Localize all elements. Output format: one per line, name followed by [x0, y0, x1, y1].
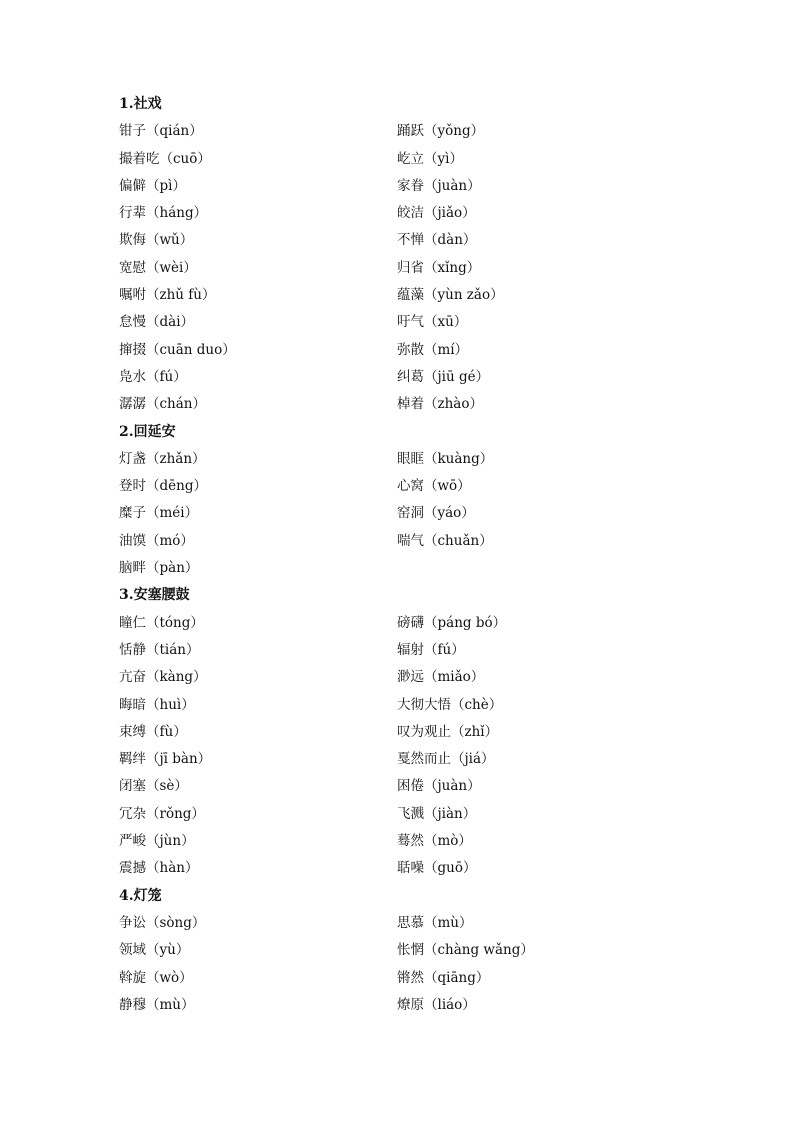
vocab-entry-right: 心窝（wō）	[397, 478, 471, 495]
vocab-entry-left: 钳子（qián）	[119, 123, 203, 140]
vocab-entry-right: 踊跃（yǒng）	[397, 123, 485, 140]
vocab-entry-left: 登时（dēng）	[119, 478, 207, 495]
vocab-entry-right: 困倦（juàn）	[397, 778, 481, 795]
vocab-row	[119, 855, 719, 882]
vocab-entry-left: 宽慰（wèi）	[119, 259, 197, 276]
vocab-row	[119, 910, 719, 937]
vocab-entry-left: 凫水（fú）	[119, 368, 187, 385]
vocab-entry-left: 怠慢（dài）	[119, 314, 195, 331]
vocab-entry-left: 静穆（mù）	[119, 996, 195, 1013]
vocab-entry-left: 糜子（méi）	[119, 505, 199, 522]
vocab-row	[119, 719, 719, 746]
vocab-entry-right: 蕴藻（yùn zǎo）	[397, 287, 504, 304]
vocab-entry-left: 行辈（háng）	[119, 205, 208, 222]
vocab-entry-left: 束缚（fù）	[119, 723, 187, 740]
vocab-entry-left: 油馍（mó）	[119, 532, 194, 549]
vocab-entry-left: 冗杂（rǒng）	[119, 805, 205, 822]
vocab-row	[119, 473, 719, 500]
vocab-entry-left: 震撼（hàn）	[119, 860, 199, 877]
vocab-entry-left: 亢奋（kàng）	[119, 669, 207, 686]
vocab-entry-right: 燎原（liáo）	[397, 996, 476, 1013]
vocab-row	[119, 746, 719, 773]
vocab-entry-right: 纠葛（jiū gé）	[397, 368, 490, 385]
vocab-entry-right: 怅惘（chàng wǎng）	[397, 942, 534, 959]
vocab-entry-right: 飞溅（jiàn）	[397, 805, 477, 822]
vocab-entry-right: 归省（xǐng）	[397, 259, 481, 276]
vocab-entry-right: 戛然而止（jiá）	[397, 751, 495, 768]
section-title: 4.灯笼	[119, 887, 162, 904]
section-title: 1.社戏	[119, 96, 162, 112]
vocab-row	[119, 337, 719, 364]
vocab-row	[119, 446, 719, 473]
vocab-entry-right: 窑洞（yáo）	[397, 505, 475, 522]
vocab-row	[119, 200, 719, 227]
vocabulary-page	[119, 91, 719, 1019]
vocab-entry-right: 屹立（yì）	[397, 150, 463, 167]
vocab-row	[119, 992, 719, 1019]
vocab-entry-left: 潺潺（chán）	[119, 396, 206, 413]
vocab-row	[119, 227, 719, 254]
vocab-entry-left: 恬静（tián）	[119, 641, 200, 658]
vocab-entry-right: 辐射（fú）	[397, 641, 465, 658]
vocab-row	[119, 500, 719, 527]
vocab-entry-right: 眼眶（kuàng）	[397, 450, 494, 467]
vocab-entry-right: 弥散（mí）	[397, 341, 469, 358]
vocab-entry-left: 灯盏（zhǎn）	[119, 450, 206, 467]
vocab-row	[119, 610, 719, 637]
section-title: 2.回延安	[119, 423, 176, 440]
vocab-row	[119, 364, 719, 391]
vocab-row	[119, 965, 719, 992]
vocab-entry-left: 欺侮（wǔ）	[119, 232, 194, 249]
vocab-row	[119, 528, 719, 555]
vocab-entry-right: 思慕（mù）	[397, 914, 473, 931]
vocab-entry-right: 不惮（dàn）	[397, 232, 477, 249]
vocab-row	[119, 937, 719, 964]
vocab-entry-left: 晦暗（huì）	[119, 696, 195, 713]
vocab-row	[119, 255, 719, 282]
vocab-row	[119, 282, 719, 309]
lesson-section	[119, 582, 719, 882]
vocab-entry-right: 渺远（miǎo）	[397, 669, 485, 686]
vocab-row	[119, 391, 719, 418]
vocab-entry-right: 皎洁（jiǎo）	[397, 205, 476, 222]
vocab-entry-right: 磅礴（páng bó）	[397, 614, 507, 631]
vocab-entry-right: 吁气（xū）	[397, 314, 468, 331]
vocab-entry-left: 嘱咐（zhǔ fù）	[119, 287, 216, 304]
vocab-row	[119, 309, 719, 336]
vocab-row	[119, 146, 719, 173]
vocab-entry-left: 瞳仁（tóng）	[119, 614, 204, 631]
lesson-section	[119, 883, 719, 1019]
vocab-entry-left: 偏僻（pì）	[119, 177, 186, 194]
vocab-row	[119, 664, 719, 691]
lesson-section	[119, 91, 719, 419]
vocab-entry-right: 锵然（qiāng）	[397, 969, 490, 986]
vocab-row	[119, 637, 719, 664]
vocab-entry-right: 喘气（chuǎn）	[397, 532, 493, 549]
vocab-row	[119, 773, 719, 800]
vocab-entry-left: 争讼（sòng）	[119, 914, 206, 931]
vocab-entry-right: 大彻大悟（chè）	[397, 696, 503, 713]
section-title: 3.安塞腰鼓	[119, 587, 190, 604]
vocab-entry-left: 严峻（jùn）	[119, 833, 195, 850]
vocab-entry-right: 蓦然（mò）	[397, 833, 472, 850]
vocab-row	[119, 801, 719, 828]
vocab-row	[119, 555, 719, 582]
vocab-row	[119, 118, 719, 145]
vocab-entry-left: 斡旋（wò）	[119, 969, 193, 986]
vocab-row	[119, 692, 719, 719]
vocab-entry-right: 聒噪（guō）	[397, 860, 477, 877]
vocab-entry-left: 羁绊（jī bàn）	[119, 751, 212, 768]
vocab-row	[119, 828, 719, 855]
vocab-entry-left: 闭塞（sè）	[119, 778, 188, 795]
vocab-entry-left: 领域（yù）	[119, 942, 190, 959]
vocab-entry-left: 撮着吃（cuō）	[119, 150, 211, 167]
vocab-row	[119, 173, 719, 200]
vocab-entry-right: 叹为观止（zhǐ）	[397, 723, 499, 740]
lesson-section	[119, 419, 719, 583]
vocab-entry-right: 棹着（zhào）	[397, 396, 483, 413]
vocab-entry-left: 脑畔（pàn）	[119, 560, 199, 577]
vocab-entry-right: 家眷（juàn）	[397, 177, 481, 194]
vocab-entry-left: 撺掇（cuān duo）	[119, 341, 236, 358]
